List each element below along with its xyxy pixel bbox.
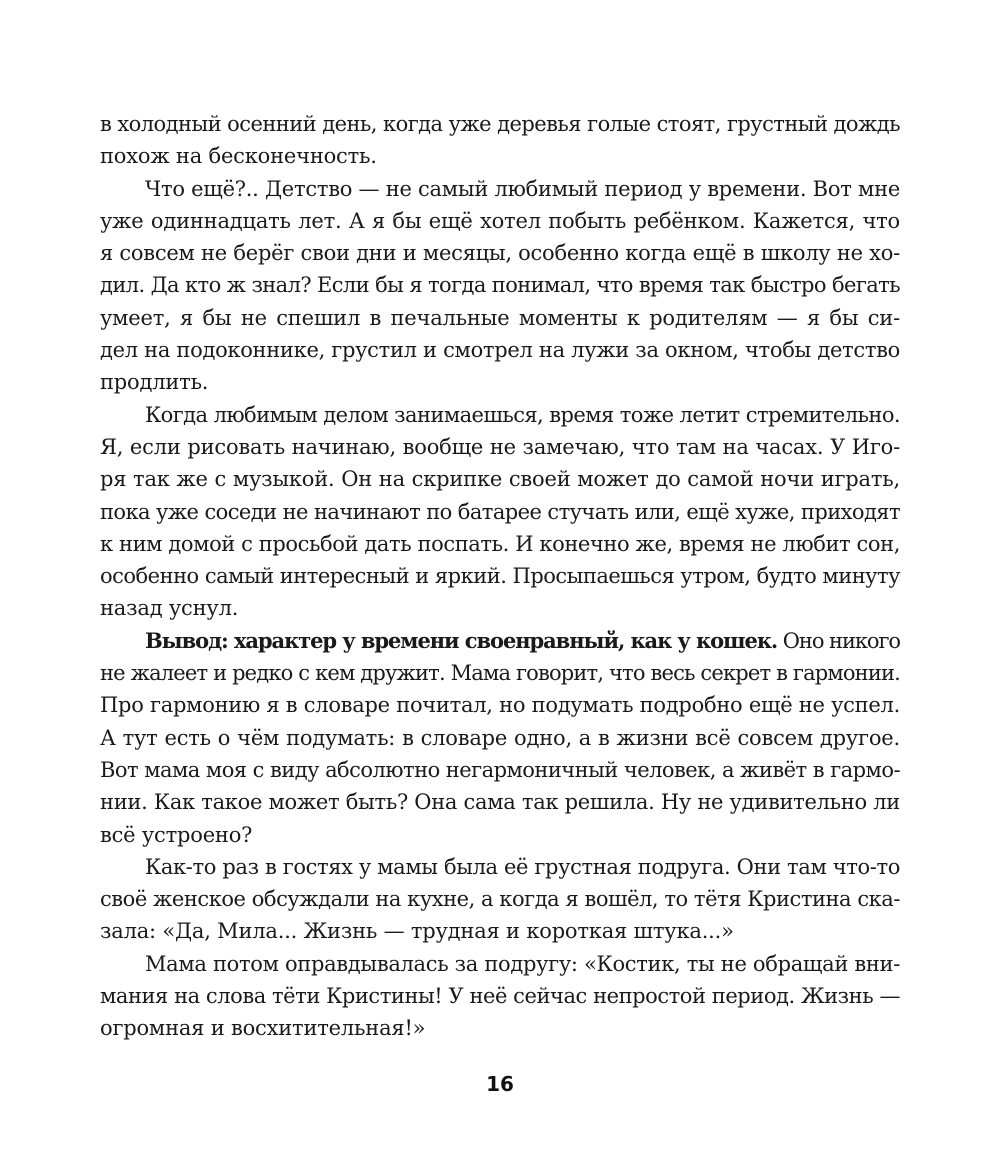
text-line: Когда любимым делом занимаешься, время тоже летит стремительно. xyxy=(145,402,900,427)
text-line: ря так же с музыкой. Он на скрипке своей может до самой ночи играть, xyxy=(100,467,900,492)
text-line: Как-то раз в гостях у мамы была её грустная подруга. Они там что-то xyxy=(145,854,900,879)
text-line: особенно самый интересный и яркий. Просыпаешься утром, будто минуту xyxy=(100,564,900,589)
text-line: огромная и восхитительная!» xyxy=(100,1016,426,1041)
text-line: дел на подоконнике, грустил и смотрел на лужи за окном, чтобы детство xyxy=(100,338,900,363)
text-line: Что ещё?.. Детство — не самый любимый период у времени. Вот мне xyxy=(145,176,900,201)
page-number: 16 xyxy=(486,1072,514,1096)
text-line: всё устроено? xyxy=(100,822,253,847)
text-line xyxy=(100,625,900,657)
text-line: Про гармонию я в словаре почитал, но подумать подробно ещё не успел. xyxy=(100,693,900,718)
text-line: мания на слова тёти Кристины! У неё сейчас непростой период. Жизнь — xyxy=(100,984,900,1009)
paragraph xyxy=(100,173,900,399)
paragraph xyxy=(100,625,900,851)
paragraph xyxy=(100,108,900,173)
text-line: нии. Как такое может быть? Она сама так решила. Ну не удивительно ли xyxy=(100,790,900,815)
text-line: к ним домой с просьбой дать поспать. И конечно же, время не любит сон, xyxy=(100,531,900,556)
text-line: в холодный осенний день, когда уже деревья голые стоят, грустный дождь xyxy=(100,112,900,136)
text-line: Я, если рисовать начинаю, вообще не замечаю, что там на часах. У Иго- xyxy=(100,434,900,459)
text-line: Мама потом оправдывалась за подругу: «Костик, ты не обращай вни- xyxy=(145,951,900,976)
conclusion-bold-text: Вывод: характер у времени своенравный, как у кошек. xyxy=(145,627,778,653)
text-line: умеет, я бы не спешил в печальные моменты к родителям — я бы си- xyxy=(100,305,900,330)
text-line: не жалеет и редко с кем дружит. Мама говорит, что весь секрет в гармонии. xyxy=(100,661,900,686)
text-line: своё женское обсуждали на кухне, а когда я вошёл, то тётя Кристина ска- xyxy=(100,887,900,912)
text-line: продлить. xyxy=(100,370,209,395)
page-body xyxy=(100,108,900,1045)
text-line: назад уснул. xyxy=(100,596,239,621)
text-line: уже одиннадцать лет. А я бы ещё хотел побыть ребёнком. Кажется, что xyxy=(100,208,900,233)
paragraph xyxy=(100,948,900,1045)
paragraph xyxy=(100,851,900,948)
paragraph xyxy=(100,399,900,625)
text-line: Вот мама моя с виду абсолютно негармоничный человек, а живёт в гармо- xyxy=(100,757,900,782)
text-line: А тут есть о чём подумать: в словаре одно, а в жизни всё совсем другое. xyxy=(100,725,900,750)
text-line: зала: «Да, Мила... Жизнь — трудная и короткая штука...» xyxy=(100,919,734,944)
text-fragment: Оно никого xyxy=(777,628,900,653)
text-line: пока уже соседи не начинают по батарее стучать или, ещё хуже, приходят xyxy=(100,499,900,524)
text-line: я совсем не берёг свои дни и месяцы, особенно когда ещё в школу не хо- xyxy=(100,241,900,266)
text-line: дил. Да кто ж знал? Если бы я тогда понимал, что время так быстро бегать xyxy=(100,273,900,298)
text-line: похож на бесконечность. xyxy=(100,144,377,169)
